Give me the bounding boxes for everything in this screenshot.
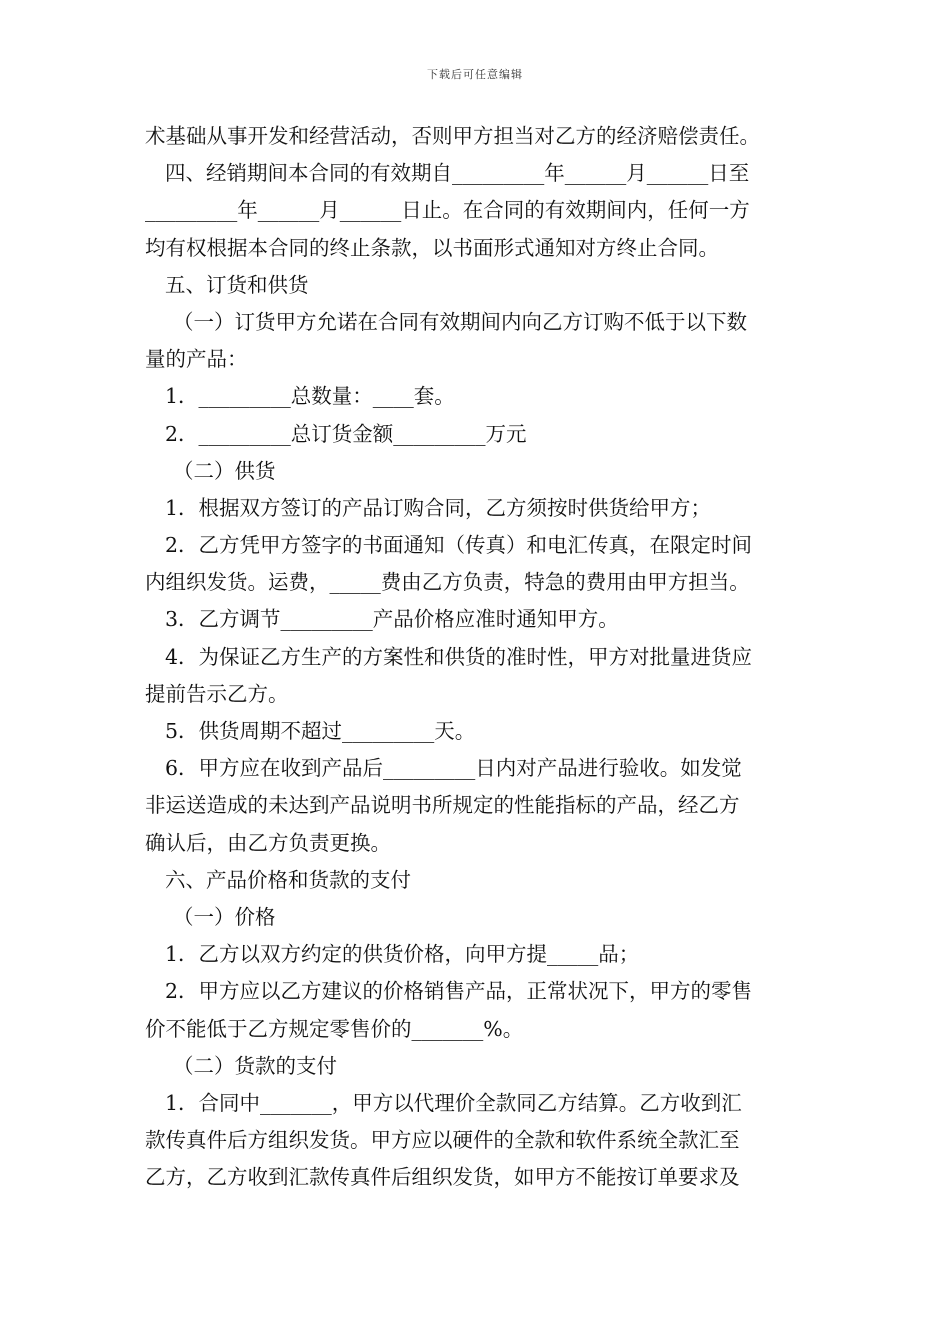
document-line: 1．合同中_______，甲方以代理价全款同乙方结算。乙方收到汇	[165, 1090, 742, 1115]
document-line: 2．_________总订货金额_________万元	[165, 421, 527, 446]
document-line: 5．供货周期不超过_________天。	[165, 719, 476, 743]
document-line: 价不能低于乙方规定零售价的_______%。	[145, 1016, 524, 1041]
document-line: 乙方，乙方收到汇款传真件后组织发货，如甲方不能按订单要求及	[145, 1165, 740, 1190]
document-line: （二）货款的支付	[173, 1053, 337, 1078]
document-line: 四、经销期间本合同的有效期自_________年______月______日至	[165, 161, 750, 186]
document-line: _________年______月______日止。在合同的有效期间内，任何一方	[145, 198, 750, 223]
document-line: 3．乙方调节_________产品价格应准时通知甲方。	[165, 607, 619, 632]
document-line: 确认后，由乙方负责更换。	[145, 830, 391, 855]
document-line: 量的产品：	[145, 347, 248, 372]
page-header: 下载后可任意编辑	[427, 68, 523, 81]
document-line: 术基础从事开发和经营活动，否则甲方担当对乙方的经济赔偿责任。	[145, 124, 760, 148]
document-line: 五、订货和供货	[165, 272, 309, 297]
document-line: 提前告示乙方。	[145, 681, 289, 706]
document-line: 非运送造成的未达到产品说明书所规定的性能指标的产品，经乙方	[145, 793, 740, 818]
document-line: 1．_________总数量：____套。	[165, 384, 455, 409]
document-line: 六、产品价格和货款的支付	[165, 867, 411, 892]
document-line: 1．乙方以双方约定的供货价格，向甲方提_____品；	[165, 942, 640, 967]
document-line: （一）订货甲方允诺在合同有效期间内向乙方订购不低于以下数	[173, 309, 747, 334]
document-line: 款传真件后方组织发货。甲方应以硬件的全款和软件系统全款汇至	[145, 1128, 740, 1153]
document-line: 4．为保证乙方生产的方案性和供货的准时性，甲方对批量进货应	[165, 644, 753, 669]
document-line: 2．乙方凭甲方签字的书面通知（传真）和电汇传真，在限定时间	[165, 533, 753, 558]
document-line: 1．根据双方签订的产品订购合同，乙方须按时供货给甲方；	[165, 495, 712, 520]
document-line: 内组织发货。运费，_____费由乙方负责，特急的费用由甲方担当。	[145, 570, 750, 595]
document-line: 6．甲方应在收到产品后_________日内对产品进行验收。如发觉	[165, 756, 742, 781]
document-line: （一）价格	[173, 904, 276, 929]
document-line: 均有权根据本合同的终止条款，以书面形式通知对方终止合同。	[145, 235, 719, 260]
document-body	[145, 118, 813, 1196]
document-line: 2．甲方应以乙方建议的价格销售产品，正常状况下，甲方的零售	[165, 979, 753, 1004]
document-line: （二）供货	[173, 458, 276, 483]
